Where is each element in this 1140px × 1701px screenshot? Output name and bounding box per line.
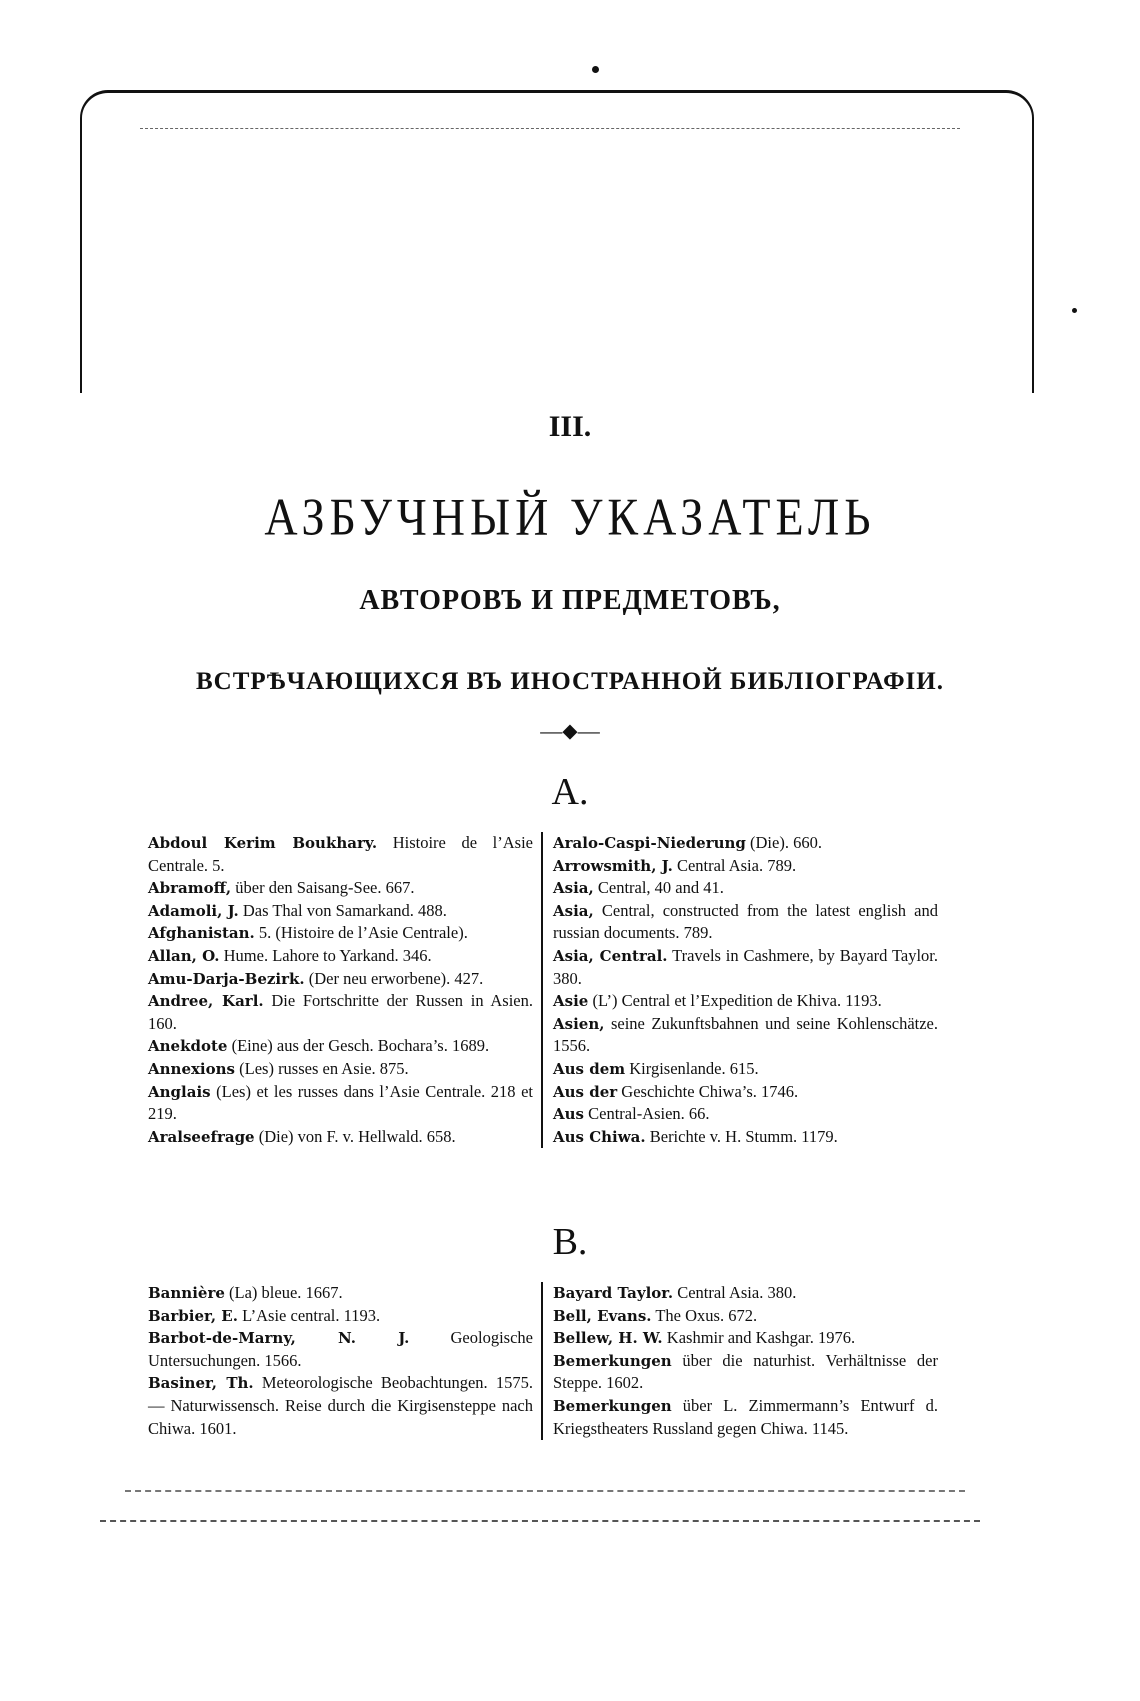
page-subtitle-2: ВСТРѢЧАЮЩИХСЯ ВЪ ИНОСТРАННОЙ БИБЛІОГРАФІИ.	[196, 668, 944, 695]
entry-text: seine Zukunftsbahnen und seine Kohlenschätze. 1556.	[553, 1013, 938, 1056]
index-entry	[553, 945, 938, 990]
entry-text: Berichte v. H. Stumm. 1179.	[645, 1126, 838, 1146]
entry-heading: Allan, O.	[148, 946, 220, 965]
entry-text: Hume. Lahore to Yarkand. 346.	[219, 945, 432, 965]
entry-heading: Asia, Central.	[553, 946, 668, 965]
entry-heading: Asien,	[553, 1014, 605, 1033]
ornament-divider: —⬥—	[540, 718, 600, 743]
page-title: АЗБУЧНЫЙ УКАЗАТЕЛЬ	[264, 487, 876, 546]
entry-text: Histoire de l’Asie Centrale. 5.	[148, 833, 533, 875]
entry-heading: Aus	[553, 1105, 584, 1124]
entry-heading: Anglais	[148, 1082, 211, 1101]
entry-heading: Arrowsmith, J.	[553, 856, 673, 875]
entry-text: über die naturhist. Verhältnisse der Steppe. 1602.	[553, 1350, 938, 1393]
index-entry	[553, 1126, 938, 1149]
entry-heading: Bemerkungen	[553, 1396, 672, 1415]
index-entry	[553, 1081, 938, 1104]
index-entry	[553, 1327, 938, 1350]
index-column-left	[148, 1282, 543, 1440]
entry-text: (Der neu erworbene). 427.	[304, 968, 484, 988]
entry-heading: Barbier, E.	[148, 1306, 238, 1325]
entry-heading: Amu-Darja-Bezirk.	[148, 969, 305, 988]
index-entry	[553, 1395, 938, 1440]
index-entry	[148, 1305, 533, 1328]
entry-text: Central Asia. 789.	[672, 855, 797, 875]
index-column-left	[148, 832, 543, 1148]
entry-text: (Les) et les russes dans l’Asie Centrale. 218 et 219.	[148, 1081, 533, 1124]
index-entry	[553, 1013, 938, 1058]
entry-text: Kashmir and Kashgar. 1976.	[662, 1328, 856, 1348]
entry-heading: Bemerkungen	[553, 1351, 672, 1370]
entry-heading: Asia,	[553, 901, 594, 920]
index-entry	[553, 1103, 938, 1126]
entry-text: (Die) von F. v. Hellwald. 658.	[254, 1126, 456, 1146]
index-entry	[553, 1305, 938, 1328]
ink-dot	[592, 66, 599, 73]
dashed-rule-bottom	[100, 1520, 980, 1522]
entry-heading: Bannière	[148, 1284, 225, 1302]
entry-text: Geschichte Chiwa’s. 1746.	[617, 1081, 799, 1101]
entry-text: Das Thal von Samarkand. 488.	[238, 900, 447, 920]
section-letter-a: A.	[551, 771, 589, 813]
index-entry	[148, 1327, 533, 1372]
index-entry	[148, 945, 533, 968]
index-column-right	[543, 1282, 938, 1440]
entry-heading: Abramoff,	[148, 879, 232, 898]
entry-text: Central, constructed from the latest english and russian documents. 789.	[553, 900, 938, 943]
index-entry	[553, 877, 938, 900]
entry-text: (Eine) aus der Gesch. Bochara’s. 1689.	[227, 1036, 490, 1056]
entry-text: über L. Zimmermann’s Entwurf d. Kriegstheaters Russland gegen Chiwa. 1145.	[553, 1395, 938, 1438]
index-columns-a	[148, 832, 938, 1148]
index-entry	[553, 832, 938, 855]
entry-text: Kirgisenlande. 615.	[625, 1058, 759, 1078]
index-entry	[553, 1058, 938, 1081]
index-entry	[148, 990, 533, 1035]
index-entry	[148, 1126, 533, 1149]
page-frame-border	[80, 90, 1034, 393]
dashed-rule-top	[140, 128, 960, 129]
entry-text: Geologische Untersuchungen. 1566.	[148, 1328, 533, 1370]
entry-text: Central Asia. 380.	[673, 1283, 797, 1302]
entry-text: Die Fortschritte der Russen in Asien. 160.	[148, 991, 533, 1033]
entry-text: (La) bleue. 1667.	[224, 1283, 343, 1302]
entry-heading: Adamoli, J.	[148, 901, 239, 920]
entry-text: Meteorologische Beobachtungen. 1575. — Naturwissensch. Reise durch die Kirgisensteppe nach Chiwa. 1601.	[148, 1373, 533, 1438]
entry-heading: Basiner, Th.	[148, 1374, 254, 1393]
index-entry	[553, 1282, 938, 1305]
index-entry	[148, 1035, 533, 1058]
entry-heading: Aus dem	[553, 1059, 626, 1078]
dashed-rule-bottom	[125, 1490, 965, 1492]
entry-heading: Asia,	[553, 879, 594, 898]
entry-text: (Les) russes en Asie. 875.	[235, 1058, 409, 1078]
section-letter-b: B.	[552, 1221, 588, 1263]
ink-dot	[1072, 308, 1077, 313]
entry-heading: Barbot-de-Marny, N. J.	[148, 1329, 410, 1348]
page-subtitle: АВТОРОВЪ И ПРЕДМЕТОВЪ,	[359, 585, 781, 616]
entry-heading: Abdoul Kerim Boukhary.	[148, 834, 378, 852]
entry-heading: Annexions	[148, 1059, 235, 1078]
index-entry	[553, 990, 938, 1013]
entry-text: L’Asie central. 1193.	[237, 1305, 381, 1325]
section-number: III.	[548, 410, 592, 443]
entry-text: Central-Asien. 66.	[584, 1104, 710, 1124]
entry-text: (L’) Central et l’Expedition de Khiva. 1193.	[588, 991, 882, 1011]
entry-text: 5. (Histoire de l’Asie Centrale).	[254, 923, 468, 943]
entry-text: (Die). 660.	[745, 833, 822, 852]
entry-heading: Aralseefrage	[148, 1127, 255, 1146]
index-entry	[148, 1081, 533, 1126]
index-entry	[148, 1282, 533, 1305]
entry-text: The Oxus. 672.	[651, 1305, 758, 1325]
index-entry	[148, 968, 533, 991]
index-columns-b	[148, 1282, 938, 1440]
entry-heading: Afghanistan.	[148, 924, 255, 943]
index-entry	[148, 832, 533, 877]
index-entry	[148, 877, 533, 900]
entry-heading: Asie	[553, 992, 589, 1011]
entry-text: über den Saisang-See. 667.	[231, 878, 415, 898]
index-entry	[553, 1350, 938, 1395]
entry-heading: Bell, Evans.	[553, 1306, 652, 1325]
entry-heading: Andree, Karl.	[148, 992, 264, 1011]
index-entry	[148, 922, 533, 945]
index-entry	[553, 900, 938, 945]
index-column-right	[543, 832, 938, 1148]
entry-heading: Aus Chiwa.	[553, 1127, 646, 1146]
entry-text: Travels in Cashmere, by Bayard Taylor. 380.	[553, 945, 938, 988]
index-entry	[148, 1372, 533, 1440]
entry-text: Central, 40 and 41.	[593, 878, 724, 898]
entry-heading: Aus der	[553, 1082, 618, 1101]
index-entry	[148, 900, 533, 923]
entry-heading: Anekdote	[148, 1037, 228, 1056]
entry-heading: Aralo-Caspi-Niederung	[553, 834, 746, 852]
index-entry	[148, 1058, 533, 1081]
entry-heading: Bayard Taylor.	[553, 1284, 674, 1302]
entry-heading: Bellew, H. W.	[553, 1329, 663, 1348]
index-entry	[553, 855, 938, 878]
